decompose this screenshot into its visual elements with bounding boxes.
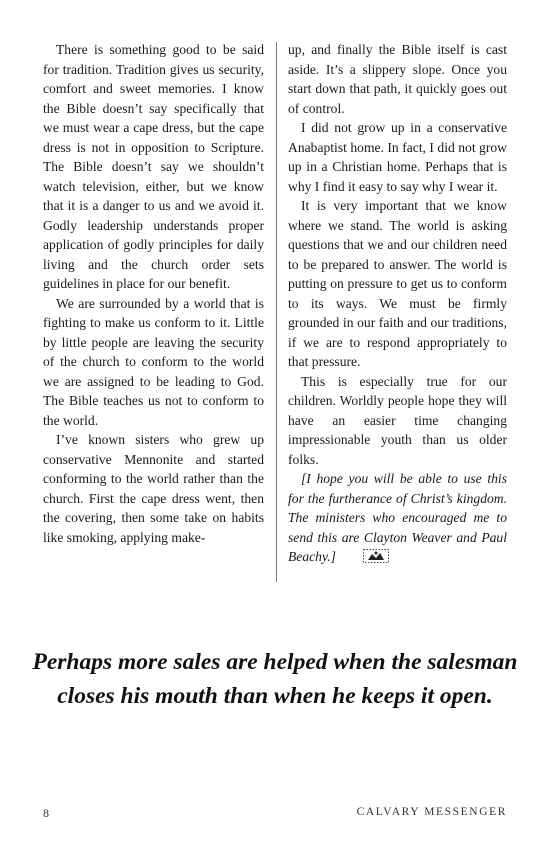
article-paragraph: up, and finally the Bible itself is cast aside. It’s a slippery slope. Once you start down that path, it quickly goes out of control. — [288, 42, 507, 116]
page-footer — [43, 806, 507, 822]
author-note — [288, 469, 507, 567]
ornament-end-mark-icon — [350, 549, 376, 563]
article-paragraph: We are surrounded by a world that is fighting to make us conform to it. Little by little people are leaving the security of the church to conform to the world we are assigned to be leading to God. The Bible teaches us not to conform to the world. — [43, 295, 264, 428]
article-paragraph: It is very important that we know where we stand. The world is asking questions that we and our children need to be prepared to answer. The world is putting on pressure to get us to conform to its ways. We must be firmly grounded in our faith and our traditions, if we are to respond appropriately to that pressure. — [288, 198, 507, 369]
article-column-right — [288, 40, 507, 567]
author-note-text: [I hope you will be able to use this for the furtherance of Christ’s kingdom. The ministers who encouraged me to send this are Clayton Weaver and Paul Beachy.] — [288, 471, 507, 564]
page-number: 8 — [43, 806, 49, 820]
article-column-left — [43, 40, 264, 547]
publication-name: CALVARY MESSENGER — [356, 806, 507, 818]
pull-quote: Perhaps more sales are helped when the salesman closes his mouth than when he keeps it open. — [32, 649, 518, 709]
article-paragraph: I did not grow up in a conservative Anabaptist home. In fact, I did not grow up in a Christian home. Perhaps that is why I find it easy to say why I wear it. — [288, 120, 507, 194]
article-paragraph: This is especially true for our children. Worldly people hope they will have an easier time changing impressionable youth than us older folks. — [288, 373, 507, 467]
article-paragraph: There is something good to be said for tradition. Tradition gives us security, comfort and sweet memories. I know the Bible doesn’t say specifically that we must wear a cape dress, but the cape dress is not in opposition to Scripture. The Bible doesn’t say we shouldn’t watch television, either, but we know that it is a danger to us and we avoid it. Godly leadership understands proper application of godly principles for daily living and the church order sets guidelines in place for our benefit. — [43, 42, 264, 291]
article-paragraph: I’ve known sisters who grew up conservative Mennonite and started conforming to the world rather than the church. First the cape dress went, then the covering, then some take on habits like smoking, applying make- — [43, 432, 264, 545]
column-divider — [276, 42, 277, 582]
